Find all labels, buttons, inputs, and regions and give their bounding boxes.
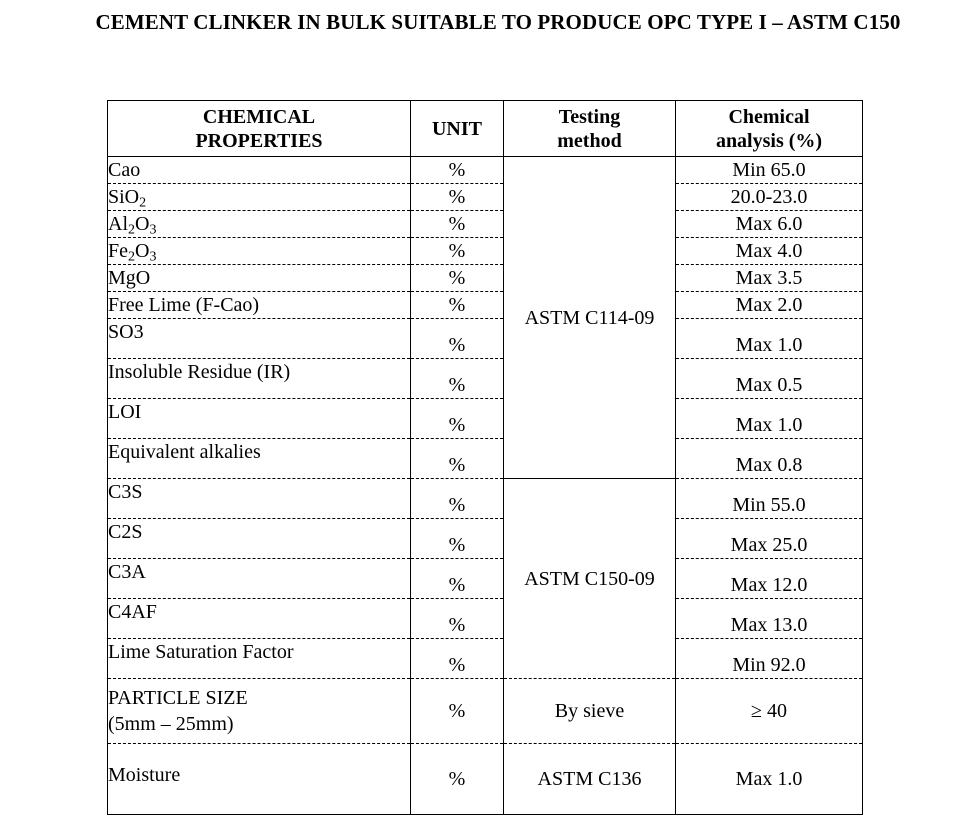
analysis-cell: Max 2.0 (676, 292, 863, 319)
table-row (108, 184, 863, 211)
property-cell: Moisture (108, 744, 411, 815)
unit-cell: % (411, 184, 504, 211)
unit-cell: % (411, 639, 504, 679)
table-row (108, 439, 863, 479)
unit-cell: % (411, 292, 504, 319)
property-cell: C2S (108, 519, 411, 559)
table-row (108, 744, 863, 815)
property-cell: MgO (108, 265, 411, 292)
unit-cell: % (411, 519, 504, 559)
header-chemical-analysis: Chemical analysis (%) (676, 101, 863, 157)
property-cell: $Al_2O_3$ (108, 211, 411, 238)
unit-cell: % (411, 744, 504, 815)
property-cell: SO3 (108, 319, 411, 359)
table-row (108, 479, 863, 519)
table-row (108, 211, 863, 238)
property-cell: LOI (108, 399, 411, 439)
unit-cell: % (411, 439, 504, 479)
analysis-cell: Max 13.0 (676, 599, 863, 639)
property-cell: Cao (108, 157, 411, 184)
unit-cell: % (411, 211, 504, 238)
property-cell: Free Lime (F-Cao) (108, 292, 411, 319)
table-header-row (108, 101, 863, 157)
analysis-cell: 20.0-23.0 (676, 184, 863, 211)
unit-cell: % (411, 238, 504, 265)
property-cell: C3S (108, 479, 411, 519)
unit-cell: % (411, 599, 504, 639)
analysis-cell: Max 1.0 (676, 399, 863, 439)
property-cell: C3A (108, 559, 411, 599)
analysis-cell: Min 92.0 (676, 639, 863, 679)
analysis-cell: Max 1.0 (676, 744, 863, 815)
analysis-cell: Max 4.0 (676, 238, 863, 265)
unit-cell: % (411, 359, 504, 399)
unit-cell: % (411, 479, 504, 519)
testing-method-cell: ASTM C136 (504, 744, 676, 815)
table-row (108, 679, 863, 744)
header-unit: UNIT (411, 101, 504, 157)
analysis-cell: Max 0.5 (676, 359, 863, 399)
table-row (108, 559, 863, 599)
analysis-cell: Min 55.0 (676, 479, 863, 519)
header-chemical-properties: CHEMICAL PROPERTIES (108, 101, 411, 157)
table-row (108, 292, 863, 319)
table-row (108, 157, 863, 184)
property-cell: C4AF (108, 599, 411, 639)
testing-method-c114: ASTM C114-09 (504, 157, 676, 479)
analysis-cell: Max 3.5 (676, 265, 863, 292)
table-row (108, 265, 863, 292)
table-row (108, 599, 863, 639)
table-row (108, 639, 863, 679)
property-cell: Insoluble Residue (IR) (108, 359, 411, 399)
table-row (108, 359, 863, 399)
table-row (108, 519, 863, 559)
property-cell: Lime Saturation Factor (108, 639, 411, 679)
property-cell: SiO$_2$ (108, 184, 411, 211)
document-title: CEMENT CLINKER IN BULK SUITABLE TO PRODUCE OPC TYPE I – ASTM C150 (95, 10, 901, 34)
table-row (108, 319, 863, 359)
testing-method-c150: ASTM C150-09 (504, 479, 676, 679)
table-row (108, 399, 863, 439)
testing-method-cell: By sieve (504, 679, 676, 744)
analysis-cell: ≥ 40 (676, 679, 863, 744)
property-cell: $Fe_2O_3$ (108, 238, 411, 265)
analysis-cell: Max 0.8 (676, 439, 863, 479)
table-row (108, 238, 863, 265)
unit-cell: % (411, 679, 504, 744)
unit-cell: % (411, 157, 504, 184)
unit-cell: % (411, 399, 504, 439)
specification-table (107, 100, 863, 815)
analysis-cell: Min 65.0 (676, 157, 863, 184)
property-cell: PARTICLE SIZE (5mm – 25mm) (108, 679, 411, 744)
analysis-cell: Max 6.0 (676, 211, 863, 238)
unit-cell: % (411, 265, 504, 292)
header-testing-method: Testing method (504, 101, 676, 157)
unit-cell: % (411, 319, 504, 359)
unit-cell: % (411, 559, 504, 599)
analysis-cell: Max 12.0 (676, 559, 863, 599)
property-cell: Equivalent alkalies (108, 439, 411, 479)
analysis-cell: Max 1.0 (676, 319, 863, 359)
analysis-cell: Max 25.0 (676, 519, 863, 559)
